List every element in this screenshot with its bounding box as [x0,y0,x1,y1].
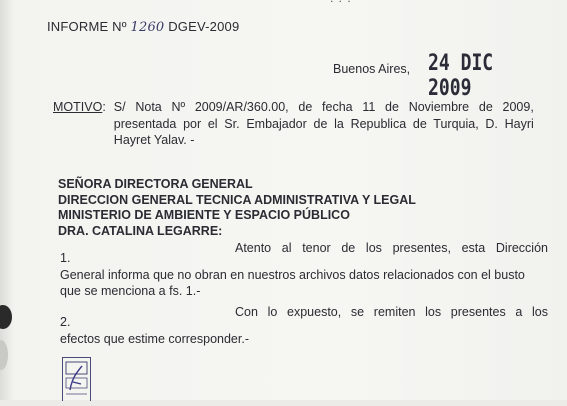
addressee-name: DRA. CATALINA LEGARRE: [58,223,223,238]
subject-label: MOTIVO [53,100,103,114]
folio-stamp-mark [63,358,90,401]
paragraph-1 [60,240,548,300]
subject-block [53,99,543,149]
paragraph-text: que se menciona a fs. 1.- [60,284,201,298]
addressee-block [58,177,416,239]
addressee-ministry: MINISTERIO DE AMBIENTE Y ESPACIO PÚBLICO [58,208,350,222]
punch-hole [0,305,12,329]
paragraph-number: 2. [60,315,71,329]
paragraph-text: General informa que no obran en nuestros archivos datos relacionados con el busto [60,267,525,282]
report-number-handwritten: 1260 [130,20,165,35]
paragraph-text: Con lo expuesto, se remiten los presentes a los [235,305,548,319]
date-stamp: 24 DIC 2009 [428,51,494,101]
subject-text: S/ Nota Nº 2009/AR/360.00, de fecha 11 de Noviembre de 2009, presentada por el Sr. Embajador de la Republica de Turquia, D. Hayri Hayret Yalav. - [113,100,534,147]
paragraph-number: 1. [60,251,71,265]
cropped-header-fragment [330,0,352,5]
addressee-directorate: DIRECCION GENERAL TECNICA ADMINISTRATIVA Y LEGAL [58,192,416,207]
paragraph-2 [60,304,548,347]
punch-hole-shadow [0,340,8,370]
report-suffix: DGEV-2009 [168,19,240,34]
paragraph-text: Atento al tenor de los presentes, esta Dirección [235,241,548,255]
report-number-line [47,19,239,35]
place-text: Buenos Aires, [333,62,411,76]
subject-colon: : [102,100,106,114]
folio-stamp [62,357,91,401]
addressee-title: SEÑORA DIRECTORA GENERAL [58,177,253,191]
report-prefix: INFORME Nº [47,19,127,34]
paragraph-text: efectos que estime corresponder.- [60,331,249,346]
